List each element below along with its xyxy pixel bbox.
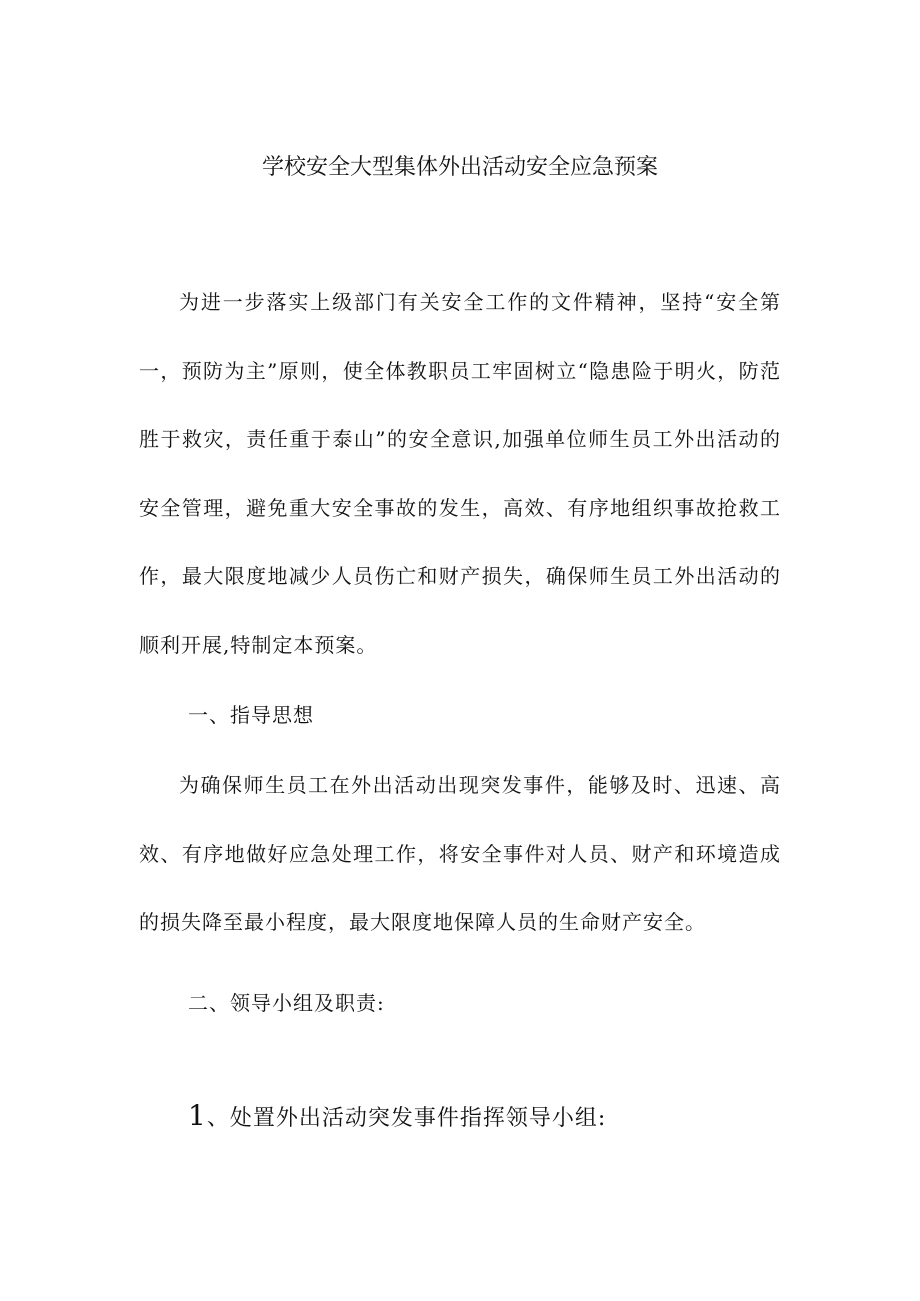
section-heading-guiding-principle: 一、指导思想 [188,703,314,727]
subsection-heading-command-group [188,1098,606,1137]
intro-paragraph: 为进一步落实上级部门有关安全工作的文件精神，坚持“安全第一，预防为主”原则，使全体教职员工牢固树立“隐患险于明火，防范胜于救灾，责任重于泰山”的安全意识,加强单位师生员工外出活动的安全管理，避免重大安全事故的发生，高效、有序地组织事故抢救工作，最大限度地减少人员伤亡和财产损失，确保师生员工外出活动的顺利开展,特制定本预案。 [139,290,781,657]
subsection-number: 1 [188,1099,207,1132]
subsection-heading-text: 、处置外出活动突发事件指挥领导小组: [206,1106,607,1131]
section-heading-leadership-group: 二、领导小组及职责: [188,991,385,1015]
document-title: 学校安全大型集体外出活动安全应急预案 [261,155,658,180]
guiding-principle-paragraph: 为确保师生员工在外出活动出现突发事件，能够及时、迅速、高效、有序地做好应急处理工作，将安全事件对人员、财产和环境造成的损失降至最小程度，最大限度地保障人员的生命财产安全。 [139,773,781,934]
